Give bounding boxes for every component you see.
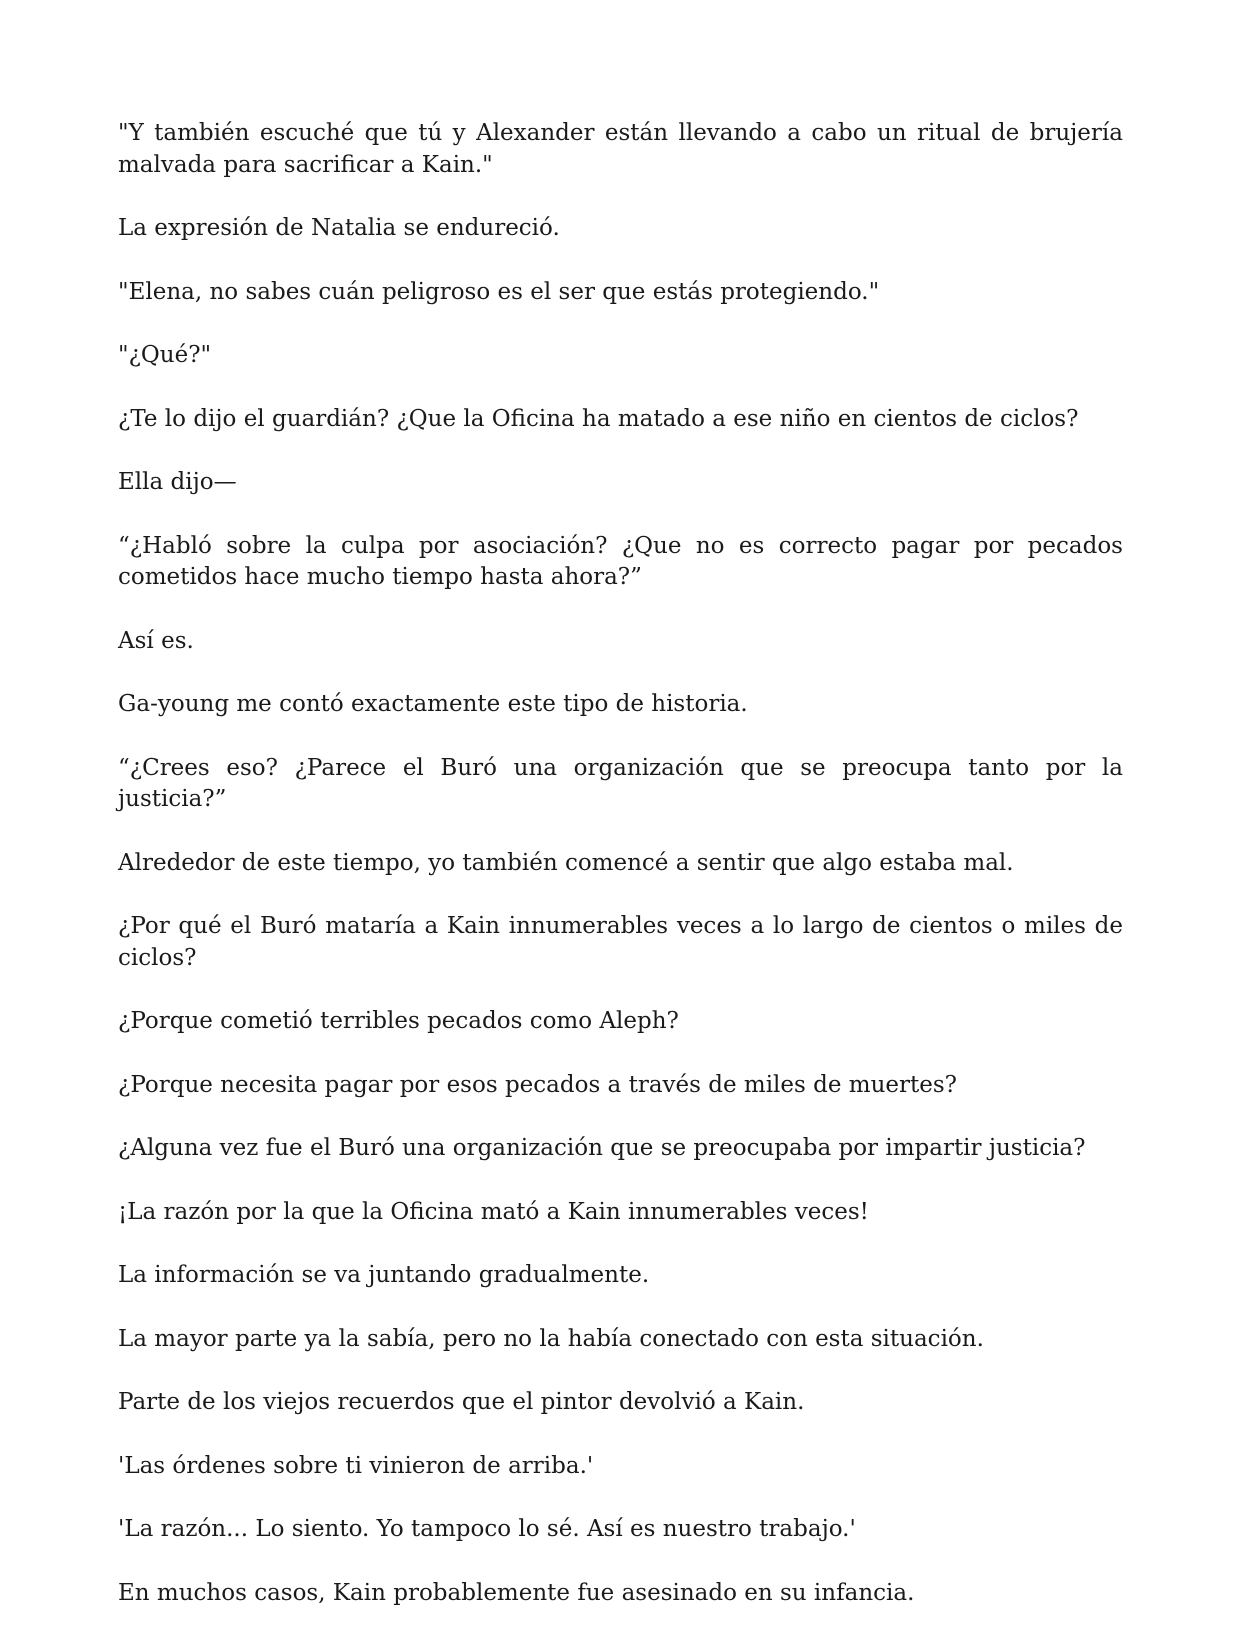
paragraph: Alrededor de este tiempo, yo también comencé a sentir que algo estaba mal. bbox=[118, 849, 1014, 876]
paragraph: "Elena, no sabes cuán peligroso es el ser que estás protegiendo." bbox=[118, 278, 880, 305]
paragraph: ¿Porque necesita pagar por esos pecados a través de miles de muertes? bbox=[118, 1071, 958, 1098]
document-body bbox=[118, 118, 1123, 1641]
paragraph: En muchos casos, Kain probablemente fue asesinado en su infancia. bbox=[118, 1579, 915, 1606]
paragraph: La expresión de Natalia se endureció. bbox=[118, 215, 560, 241]
paragraph: ¿Alguna vez fue el Buró una organización que se preocupaba por impartir justicia? bbox=[118, 1135, 1086, 1161]
paragraph: "¿Qué?" bbox=[118, 342, 212, 368]
paragraph: ¿Te lo dijo el guardián? ¿Que la Oficina ha matado a ese niño en cientos de ciclos? bbox=[118, 405, 1079, 432]
paragraph: “¿Habló sobre la culpa por asociación? ¿Que no es correcto pagar por pecados cometidos hace mucho tiempo hasta ahora?” bbox=[118, 532, 1123, 590]
paragraph: Ella dijo— bbox=[118, 469, 237, 495]
paragraph: “¿Crees eso? ¿Parece el Buró una organización que se preocupa tanto por la justicia?” bbox=[118, 754, 1123, 812]
paragraph: La información se va juntando gradualmente. bbox=[118, 1262, 650, 1288]
paragraph: La mayor parte ya la sabía, pero no la había conectado con esta situación. bbox=[118, 1325, 984, 1352]
paragraph: 'La razón... Lo siento. Yo tampoco lo sé. Así es nuestro trabajo.' bbox=[118, 1516, 856, 1542]
paragraph: ¡La razón por la que la Oficina mató a Kain innumerables veces! bbox=[118, 1198, 869, 1225]
paragraph: "Y también escuché que tú y Alexander están llevando a cabo un ritual de brujería malvada para sacrificar a Kain." bbox=[118, 120, 1123, 178]
paragraph: 'Las órdenes sobre ti vinieron de arriba.' bbox=[118, 1452, 594, 1479]
paragraph: Así es. bbox=[118, 627, 194, 654]
paragraph: ¿Por qué el Buró mataría a Kain innumerables veces a lo largo de cientos o miles de ciclos? bbox=[118, 913, 1123, 971]
paragraph: Ga-young me contó exactamente este tipo de historia. bbox=[118, 691, 748, 717]
paragraph: ¿Porque cometió terribles pecados como Aleph? bbox=[118, 1008, 679, 1034]
paragraph: Parte de los viejos recuerdos que el pintor devolvió a Kain. bbox=[118, 1389, 805, 1415]
